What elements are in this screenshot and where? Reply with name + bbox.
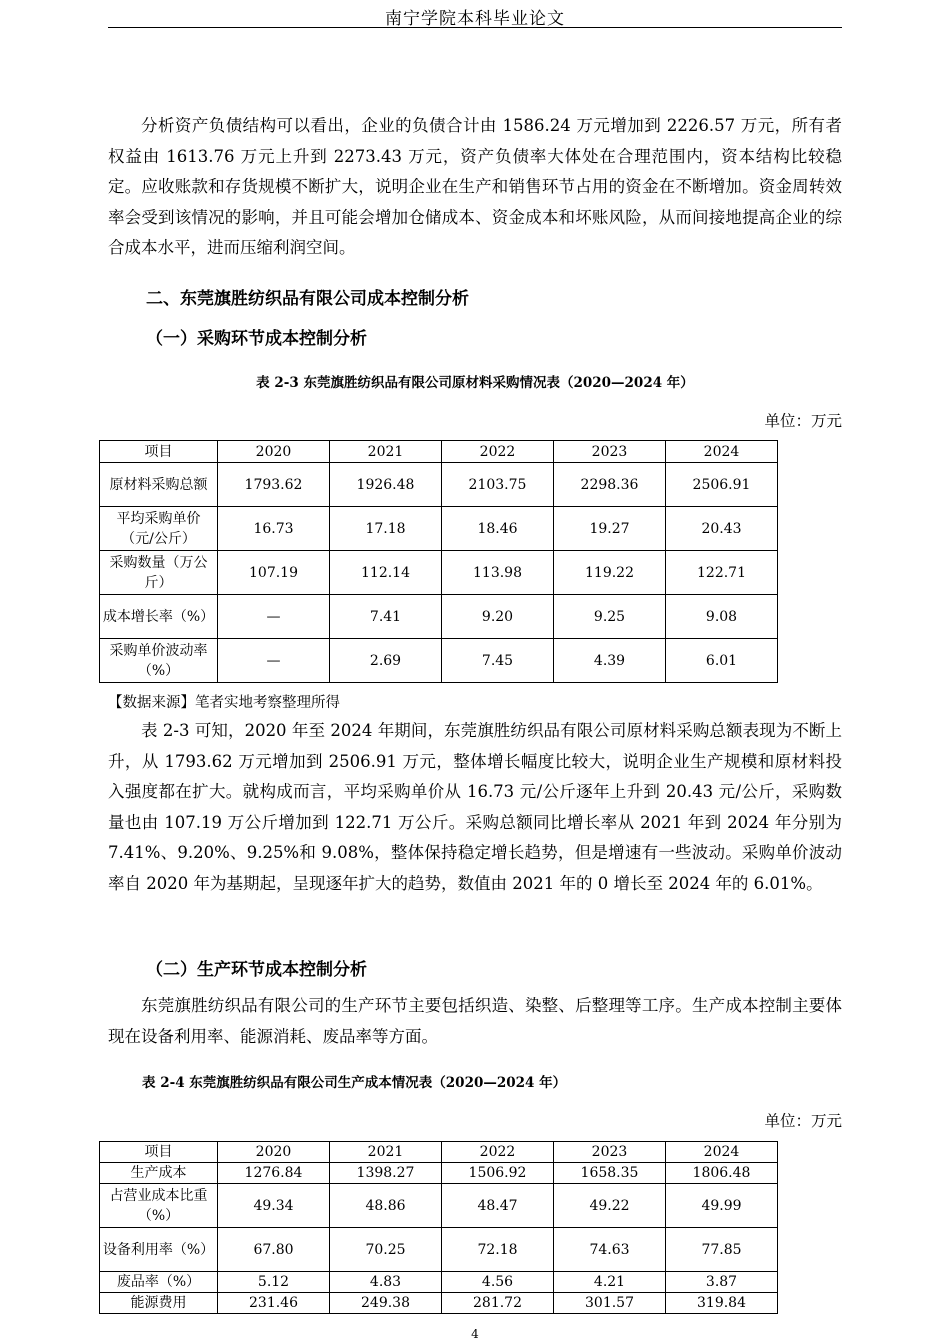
table-cell: 6.01 [666,639,778,683]
table-cell: 48.47 [442,1184,554,1228]
table-row [100,507,778,551]
table-row [100,595,778,639]
table-cell: — [218,595,330,639]
table-cell: 占营业成本比重（%） [100,1184,218,1228]
table-row [100,1293,778,1314]
table-cell: 2506.91 [666,463,778,507]
table-cell: 17.18 [330,507,442,551]
table-cell: 107.19 [218,551,330,595]
paragraph-production-intro: 东莞旗胜纺织品有限公司的生产环节主要包括织造、染整、后整理等工序。生产成本控制主要体现在设备利用率、能源消耗、废品率等方面。 [108,996,842,1046]
table-cell: 7.45 [442,639,554,683]
table-cell: 1398.27 [330,1163,442,1184]
table-cell: 281.72 [442,1293,554,1314]
table-cell: — [218,639,330,683]
table-cell: 112.14 [330,551,442,595]
table-cell: 319.84 [666,1293,778,1314]
table-header-cell: 2022 [442,441,554,463]
table-2-3-source: 【数据来源】笔者实地考察整理所得 [108,695,340,711]
table-cell: 77.85 [666,1228,778,1272]
table-cell: 49.34 [218,1184,330,1228]
subsection-heading-procurement: （一）采购环节成本控制分析 [146,329,367,349]
table-row [100,1184,778,1228]
table-header-cell: 项目 [100,1142,218,1163]
table-cell: 19.27 [554,507,666,551]
table-cell: 1806.48 [666,1163,778,1184]
table-cell: 18.46 [442,507,554,551]
table-header-cell: 2024 [666,1142,778,1163]
table-header-cell: 2023 [554,1142,666,1163]
table-header-cell: 项目 [100,441,218,463]
table-header-cell: 2022 [442,1142,554,1163]
table-cell: 生产成本 [100,1163,218,1184]
table-cell: 20.43 [666,507,778,551]
table-cell: 4.56 [442,1272,554,1293]
table-cell: 4.83 [330,1272,442,1293]
table-cell: 设备利用率（%） [100,1228,218,1272]
table-header-cell: 2020 [218,1142,330,1163]
table-row [100,639,778,683]
page-number: 4 [471,1327,479,1341]
table-2-4-unit: 单位：万元 [764,1112,842,1130]
section-heading: 二、东莞旗胜纺织品有限公司成本控制分析 [146,289,469,309]
table-2-4 [99,1141,778,1314]
table-cell: 5.12 [218,1272,330,1293]
table-row [100,1228,778,1272]
table-cell: 74.63 [554,1228,666,1272]
table-cell: 9.20 [442,595,554,639]
table-cell: 1276.84 [218,1163,330,1184]
table-cell: 1793.62 [218,463,330,507]
table-row [100,463,778,507]
paragraph-procurement-analysis: 表 2-3 可知，2020 年至 2024 年期间，东莞旗胜纺织品有限公司原材料采购总额表现为不断上升，从 1793.62 万元增加到 2506.91 万元，整体增长幅度比较大，说明企业生产规模和原材料投入强度都在扩大。就构成而言，平均采购单价从 16.73 元/公斤逐年上升到 20.43 元/公斤，采购数量也由 107.19 万公斤增加到 122.71 万公斤。采购总额同比增长率从 2021 年到 2024 年分别为 7.41%、9.20%、9.25%和 9.08%，整体保持稳定增长趋势，但是增速有一些波动。采购单价波动率自 2020 年为基期起，呈现逐年扩大的趋势，数值由 2021 年的 0 增长至 2024 年的 6.01%。 [108,721,842,893]
table-cell: 采购数量（万公斤） [100,551,218,595]
table-cell: 119.22 [554,551,666,595]
table-cell: 70.25 [330,1228,442,1272]
paragraph-capital-structure: 分析资产负债结构可以看出，企业的负债合计由 1586.24 万元增加到 2226.57 万元，所有者权益由 1613.76 万元上升到 2273.43 万元，资产负债率大体处在合理范围内，资本结构比较稳定。应收账款和存货规模不断扩大，说明企业在生产和销售环节占用的资金在不断增加。资金周转效率会受到该情况的影响，并且可能会增加仓储成本、资金成本和坏账风险，从而间接地提高企业的综合成本水平，进而压缩利润空间。 [108,116,842,257]
table-cell: 67.80 [218,1228,330,1272]
table-2-4-caption: 表 2-4 东莞旗胜纺织品有限公司生产成本情况表（2020—2024 年） [142,1075,567,1091]
table-header-cell: 2023 [554,441,666,463]
table-cell: 113.98 [442,551,554,595]
table-cell: 2103.75 [442,463,554,507]
table-cell: 16.73 [218,507,330,551]
table-cell: 4.21 [554,1272,666,1293]
table-2-3-unit: 单位：万元 [764,412,842,430]
table-header-cell: 2020 [218,441,330,463]
table-cell: 72.18 [442,1228,554,1272]
subsection-heading-production: （二）生产环节成本控制分析 [146,960,367,980]
table-cell: 49.22 [554,1184,666,1228]
page-header-title: 南宁学院本科毕业论文 [385,9,565,29]
table-2-3 [99,440,778,683]
table-cell: 49.99 [666,1184,778,1228]
table-cell: 原材料采购总额 [100,463,218,507]
table-cell: 1658.35 [554,1163,666,1184]
table-cell: 废品率（%） [100,1272,218,1293]
table-cell: 301.57 [554,1293,666,1314]
table-cell: 7.41 [330,595,442,639]
table-cell: 能源费用 [100,1293,218,1314]
table-header-cell: 2021 [330,1142,442,1163]
table-cell: 122.71 [666,551,778,595]
table-cell: 3.87 [666,1272,778,1293]
table-cell: 2298.36 [554,463,666,507]
table-cell: 平均采购单价（元/公斤） [100,507,218,551]
table-header-row [100,1142,778,1163]
table-header-cell: 2021 [330,441,442,463]
table-cell: 48.86 [330,1184,442,1228]
table-2-3-caption: 表 2-3 东莞旗胜纺织品有限公司原材料采购情况表（2020—2024 年） [256,375,694,391]
table-cell: 1926.48 [330,463,442,507]
table-cell: 231.46 [218,1293,330,1314]
table-header-cell: 2024 [666,441,778,463]
table-cell: 9.25 [554,595,666,639]
table-cell: 249.38 [330,1293,442,1314]
table-cell: 9.08 [666,595,778,639]
table-cell: 2.69 [330,639,442,683]
table-row [100,1272,778,1293]
table-header-row [100,441,778,463]
table-cell: 4.39 [554,639,666,683]
header-rule [108,27,842,28]
table-cell: 1506.92 [442,1163,554,1184]
table-cell: 成本增长率（%） [100,595,218,639]
table-row [100,551,778,595]
table-row [100,1163,778,1184]
table-cell: 采购单价波动率（%） [100,639,218,683]
